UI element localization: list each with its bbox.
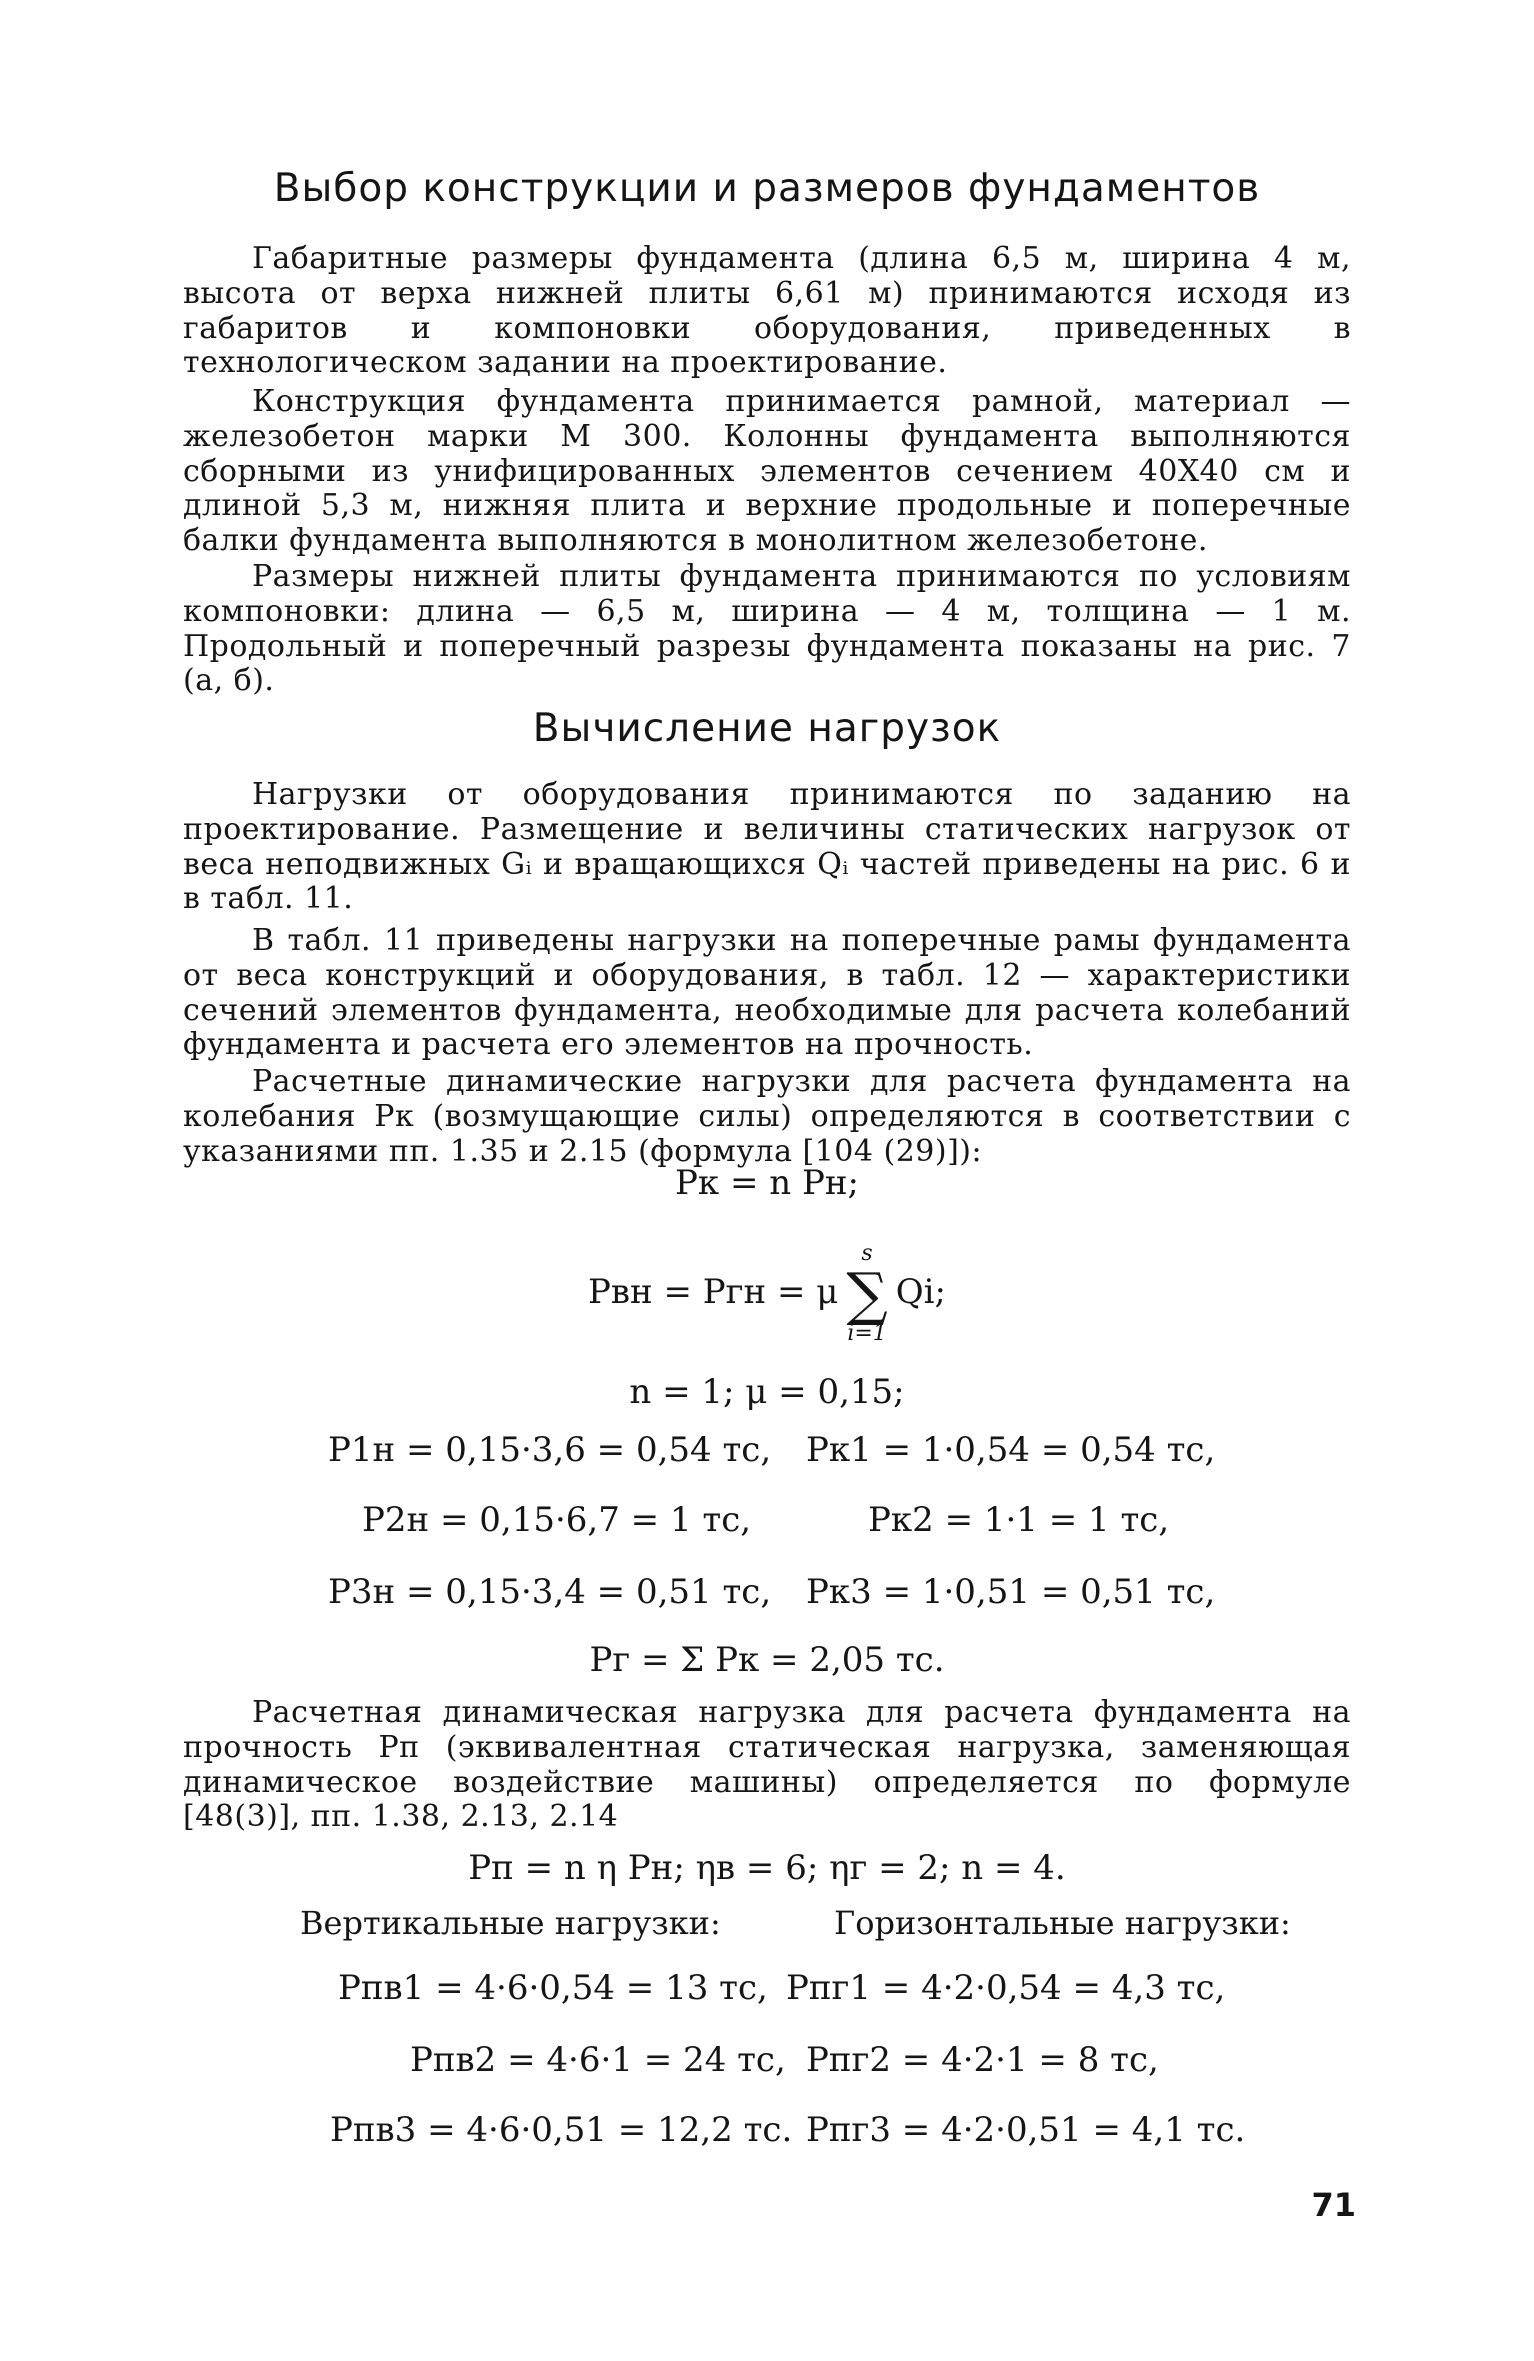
sigma-icon: ∑ [846, 1260, 888, 1328]
horizontal-loads-header: Горизонтальные нагрузки: [834, 1904, 1291, 1942]
formula-coefficients: n = 1; μ = 0,15; [629, 1372, 905, 1412]
formula-pk1: Pк1 = 1·0,54 = 0,54 тс, [806, 1430, 1216, 1470]
paragraph-dimensions: Габаритные размеры фундамента (длина 6,5 м, ширина 4 м, высота от верха нижней плиты 6,61 м) принимаются исходя из габаритов и компоновки оборудования, приведенных в технологическом задании на проектирование. [183, 241, 1351, 381]
paragraph-frame-loads: В табл. 11 приведены нагрузки на поперечные рамы фундамента от веса конструкций и оборудования, в табл. 12 — характеристики сечений элементов фундамента, необходимые для расчета колебаний фундамента и расчета его элементов на прочность. [183, 923, 1351, 1063]
page-number: 71 [1311, 2186, 1356, 2224]
formula-sum [183, 1232, 1351, 1352]
section-title-loads: Вычисление нагрузок [532, 706, 1002, 751]
formula-pg-total: Pг = Σ Pк = 2,05 тс. [589, 1640, 945, 1680]
section-title-foundation: Выбор конструкции и размеров фундаментов [273, 166, 1261, 211]
paragraph-dynamic-loads: Расчетные динамические нагрузки для расчета фундамента на колебания Pк (возмущающие силы) определяются в соответствии с указаниями пп. 1.35 и 2.15 (формула [104 (29)]): [183, 1064, 1351, 1169]
paragraph-equipment-loads: Нагрузки от оборудования принимаются по заданию на проектирование. Размещение и величины статических нагрузок от веса неподвижных Gᵢ и вращающихся Qᵢ частей приведены на рис. 6 и в табл. 11. [183, 777, 1351, 917]
formula-p2n: P2н = 0,15·6,7 = 1 тс, [362, 1500, 752, 1540]
formula-pv3: Pпв3 = 4·6·0,51 = 12,2 тс. [330, 2110, 793, 2150]
formula-pk2: Pк2 = 1·1 = 1 тс, [868, 1500, 1170, 1540]
sigma-operator [846, 1243, 887, 1345]
formula-pk-definition: Pк = n Pн; [675, 1163, 859, 1203]
sum-rhs: Qi; [895, 1272, 946, 1312]
sum-lhs: Pвн = Pгн = μ [588, 1272, 839, 1312]
formula-pg3: Pпг3 = 4·2·0,51 = 4,1 тс. [806, 2110, 1246, 2150]
formula-pv2: Pпв2 = 4·6·1 = 24 тс, [410, 2040, 786, 2080]
formula-pk3: Pк3 = 1·0,51 = 0,51 тс, [806, 1572, 1216, 1612]
formula-pg2: Pпг2 = 4·2·1 = 8 тс, [806, 2040, 1159, 2080]
paragraph-base-slab: Размеры нижней плиты фундамента принимаются по условиям компоновки: длина — 6,5 м, ширина — 4 м, толщина — 1 м. Продольный и поперечный разрезы фундамента показаны на рис. 7 (а, б). [183, 559, 1351, 699]
paragraph-strength-load: Расчетная динамическая нагрузка для расчета фундамента на прочность Pп (эквивалентная статическая нагрузка, заменяющая динамическое воздействие машины) определяется по формуле [48(3)], пп. 1.38, 2.13, 2.14 [183, 1695, 1351, 1835]
formula-pg1: Pпг1 = 4·2·0,54 = 4,3 тс, [786, 1968, 1226, 2008]
sum-lower-limit: i=1 [847, 1321, 887, 1346]
paragraph-construction: Конструкция фундамента принимается рамной, материал — железобетон марки М 300. Колонны фундамента выполняются сборными из унифицированных элементов сечением 40X40 см и длиной 5,3 м, нижняя плита и верхние продольные и поперечные балки фундамента выполняются в монолитном железобетоне. [183, 384, 1351, 559]
vertical-loads-header: Вертикальные нагрузки: [300, 1904, 721, 1942]
formula-pp-definition: Pп = n η Pн; ηв = 6; ηг = 2; n = 4. [468, 1848, 1066, 1888]
formula-p1n: P1н = 0,15·3,6 = 0,54 тс, [328, 1430, 772, 1470]
formula-p3n: P3н = 0,15·3,4 = 0,51 тс, [328, 1572, 772, 1612]
formula-pv1: Pпв1 = 4·6·0,54 = 13 тс, [338, 1968, 768, 2008]
sum-upper-limit: s [861, 1241, 873, 1266]
